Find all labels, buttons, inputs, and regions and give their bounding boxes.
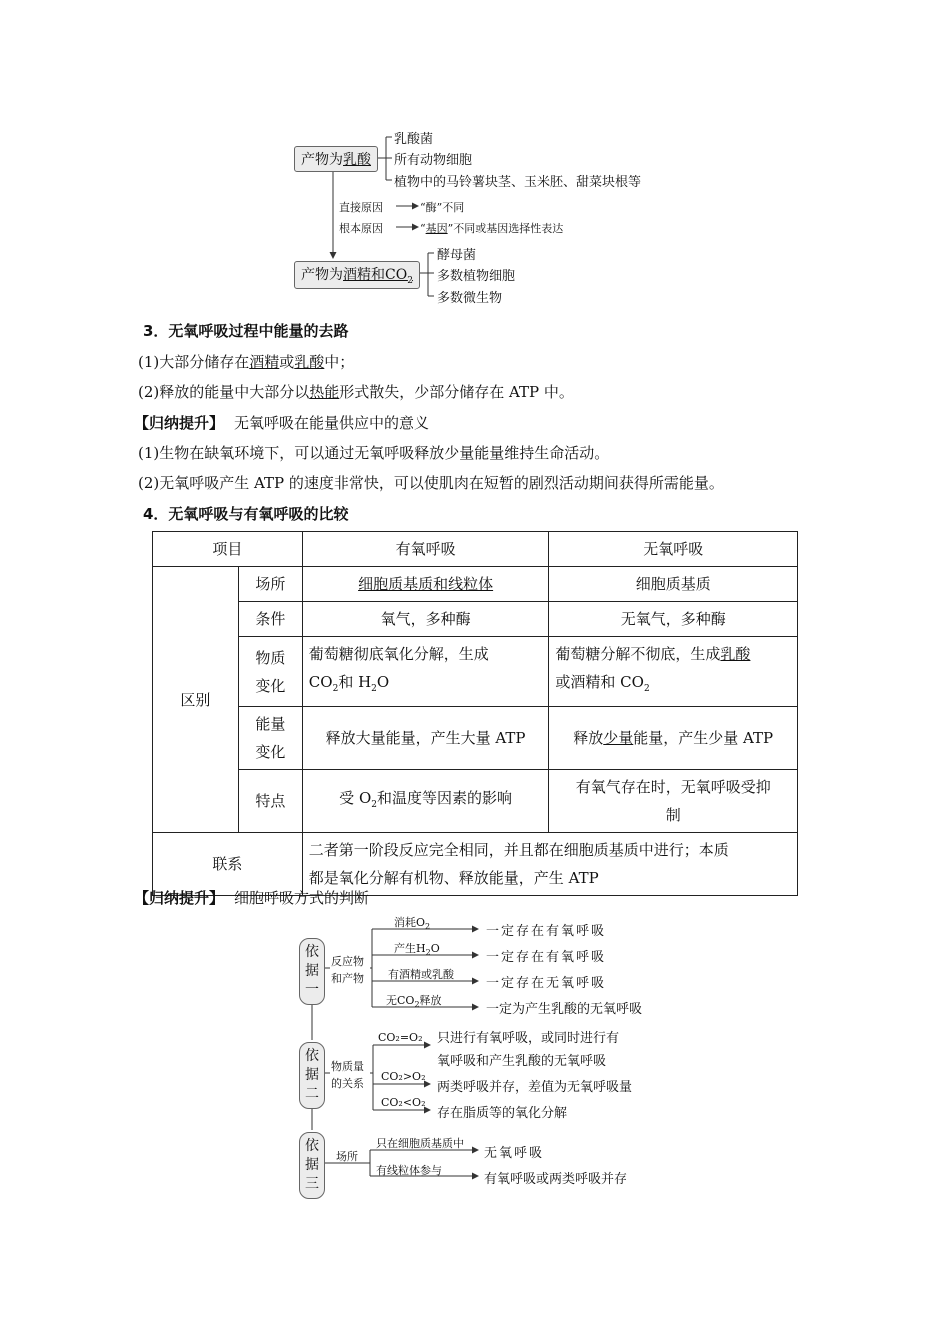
subscript: 2 xyxy=(414,1000,420,1010)
basis1-category xyxy=(331,953,364,987)
basis2-cond-2: CO₂>O₂ xyxy=(381,1070,426,1083)
alcohol-box-keyword-text: 酒精和CO xyxy=(343,267,408,283)
row-label: 条件 xyxy=(238,602,302,637)
cell-text: 都是氧化分解有机物、释放能量，产生 ATP xyxy=(308,869,599,887)
basis-char: 依 xyxy=(305,1138,319,1154)
cond-text: 无CO xyxy=(386,994,415,1007)
basis3-cond-1: 只在细胞质基质中 xyxy=(376,1137,464,1150)
group-label-difference: 区别 xyxy=(153,567,239,833)
subscript: 2 xyxy=(643,684,650,694)
summary1-item1: (1)生物在缺氧环境下，可以通过无氧呼吸释放少量能量维持生命活动。 xyxy=(138,444,610,462)
summary-title: 细胞呼吸方式的判断 xyxy=(234,889,370,907)
summary-tag: 【归纳提升】 xyxy=(134,889,225,907)
label-line: 能量 xyxy=(255,715,286,733)
header-aerobic: 有氧呼吸 xyxy=(302,532,549,567)
cell-text: 二者第一阶段反应完全相同，并且都在细胞质基质中进行；本质 xyxy=(308,841,729,859)
subscript: 2 xyxy=(425,948,431,958)
basis-char: 依 xyxy=(305,1048,319,1064)
section3-heading: 3．无氧呼吸过程中能量的去路 xyxy=(143,322,349,340)
cell-keyword: 少量 xyxy=(603,729,634,747)
basis1-cond-2 xyxy=(394,940,440,957)
cond-text: 消耗O xyxy=(394,916,426,929)
keyword: 酒精 xyxy=(249,353,280,371)
cond-text: 释放 xyxy=(419,994,442,1007)
cell: 氧气，多种酶 xyxy=(302,602,549,637)
summary-title: 无氧呼吸在能量供应中的意义 xyxy=(234,414,430,432)
basis1-cond-4 xyxy=(386,992,442,1009)
cell-text: 葡萄糖彻底氧化分解，生成 xyxy=(308,645,489,663)
basis2-box xyxy=(299,1042,325,1109)
quote-open: “ xyxy=(420,201,426,214)
row-label-link: 联系 xyxy=(153,833,303,896)
cell-text: 释放 xyxy=(573,729,604,747)
basis1-result-1: 一定存在有氧呼吸 xyxy=(486,924,607,939)
category-line: 和产物 xyxy=(331,972,364,985)
cell: 细胞质基质 xyxy=(549,567,798,602)
basis3-result-1: 无氧呼吸 xyxy=(484,1146,545,1161)
summary1-item2: (2)无氧呼吸产生 ATP 的速度非常快，可以使肌肉在短暂的剧烈活动期间获得所需能量。 xyxy=(138,474,724,492)
subscript: 2 xyxy=(332,684,339,694)
cell: 无氧气，多种酶 xyxy=(549,602,798,637)
text: 形式散失，少部分储存在 ATP 中。 xyxy=(339,383,574,401)
cell-text: 制 xyxy=(665,806,681,824)
lactic-box-prefix: 产物为 xyxy=(301,152,343,168)
basis3-box xyxy=(299,1132,325,1199)
cell-text: 和 H xyxy=(338,673,372,691)
section4-heading: 4．无氧呼吸与有氧呼吸的比较 xyxy=(143,505,349,523)
basis-char: 据 xyxy=(305,1067,319,1083)
subscript: 2 xyxy=(425,922,431,932)
direct-reason-rest: ”不同 xyxy=(436,201,465,214)
lactic-item-3: 植物中的马铃薯块茎、玉米胚、甜菜块根等 xyxy=(394,175,642,190)
basis-char: 据 xyxy=(305,1157,319,1173)
alcohol-item-1: 酵母菌 xyxy=(437,248,477,263)
subscript: 2 xyxy=(407,275,413,286)
category-line: 反应物 xyxy=(331,955,364,968)
basis2-result-1a: 只进行有氧呼吸，或同时进行有 xyxy=(437,1031,620,1046)
text: (1)大部分储存在 xyxy=(138,353,250,371)
basis3-category: 场所 xyxy=(336,1150,358,1163)
lactic-item-1: 乳酸菌 xyxy=(394,132,434,147)
cell-text: 和温度等因素的影响 xyxy=(376,788,512,807)
cell-keyword: 乳酸 xyxy=(720,645,751,663)
basis1-result-2: 一定存在有氧呼吸 xyxy=(486,950,607,965)
cell-text: O xyxy=(376,673,390,691)
label-line: 变化 xyxy=(255,743,286,761)
basis3-cond-2: 有线粒体参与 xyxy=(376,1164,442,1177)
basis2-cond-3: CO₂<O₂ xyxy=(381,1096,426,1109)
basis1-result-3: 一定存在无氧呼吸 xyxy=(486,976,607,991)
header-item: 项目 xyxy=(153,532,303,567)
text: (2)释放的能量中大部分以 xyxy=(138,383,310,401)
basis-char: 一 xyxy=(305,982,319,998)
summary-tag: 【归纳提升】 xyxy=(134,414,225,432)
row-label: 场所 xyxy=(238,567,302,602)
basis2-result-3: 存在脂质等的氧化分解 xyxy=(437,1106,568,1121)
cond-text: 有酒精或乳酸 xyxy=(388,968,454,981)
basis2-result-2: 两类呼吸并存，差值为无氧呼吸量 xyxy=(437,1080,633,1095)
basis2-category xyxy=(331,1058,364,1092)
basis3-result-2: 有氧呼吸或两类呼吸并存 xyxy=(484,1172,628,1187)
basis1-result-4: 一定为产生乳酸的无氧呼吸 xyxy=(486,1002,643,1017)
alcohol-box-prefix: 产物为 xyxy=(301,267,343,283)
cell: 释放大量能量，产生大量 ATP xyxy=(302,707,549,770)
cell-text: 能量，产生少量 ATP xyxy=(633,729,774,747)
direct-reason-label: 直接原因 xyxy=(339,201,383,214)
basis1-cond-1 xyxy=(394,914,430,931)
keyword: 乳酸 xyxy=(294,353,325,371)
basis1-box xyxy=(299,938,325,1005)
quote-open: “ xyxy=(420,222,426,235)
cond-text: 产生H xyxy=(394,942,426,955)
subscript: 2 xyxy=(371,684,377,694)
root-reason-rest: ”不同或基因选择性表达 xyxy=(447,222,564,235)
subscript: 2 xyxy=(371,799,377,810)
lactic-box-keyword: 乳酸 xyxy=(343,152,371,168)
basis-char: 三 xyxy=(305,1176,319,1192)
text: 或 xyxy=(279,353,295,371)
basis-char: 二 xyxy=(305,1086,319,1102)
basis2-cond-1: CO₂=O₂ xyxy=(378,1031,423,1044)
keyword: 热能 xyxy=(309,383,340,401)
cond-text: O xyxy=(430,942,440,955)
header-anaerobic: 无氧呼吸 xyxy=(549,532,798,567)
basis-char: 据 xyxy=(305,963,319,979)
basis1-cond-3 xyxy=(388,966,454,982)
alcohol-item-3: 多数微生物 xyxy=(437,291,503,306)
label-line: 变化 xyxy=(255,676,286,695)
cell-text: 葡萄糖分解不彻底，生成 xyxy=(555,645,721,663)
cell-text: CO xyxy=(308,673,333,691)
basis-char: 依 xyxy=(305,944,319,960)
basis2-result-1b: 氧呼吸和产生乳酸的无氧呼吸 xyxy=(437,1054,607,1069)
category-line: 物质量 xyxy=(331,1060,364,1073)
category-line: 的关系 xyxy=(331,1077,364,1090)
root-reason-label: 根本原因 xyxy=(339,222,383,235)
lactic-item-2: 所有动物细胞 xyxy=(394,153,473,168)
cell-text: 受 O xyxy=(339,788,372,807)
root-reason-word: 基因 xyxy=(425,222,448,235)
row-label: 特点 xyxy=(238,770,302,833)
cell-text: 细胞质基质和线粒体 xyxy=(358,575,494,593)
cell-text: 有氧气存在时，无氧呼吸受抑 xyxy=(575,778,771,796)
cell-text: 或酒精和 CO xyxy=(555,673,644,691)
label-line: 物质 xyxy=(255,648,286,667)
alcohol-item-2: 多数植物细胞 xyxy=(437,269,516,284)
direct-reason-word: 酶 xyxy=(425,201,437,214)
text: 中； xyxy=(324,353,355,371)
